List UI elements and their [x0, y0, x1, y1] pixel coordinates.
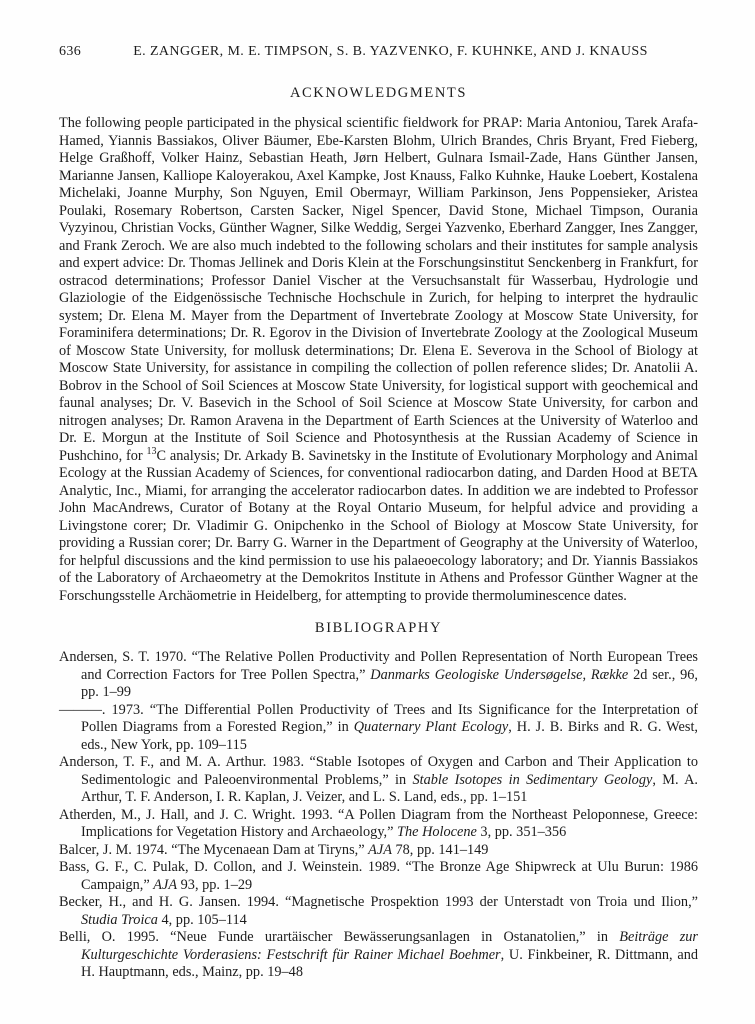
bibliography-entry: Belli, O. 1995. “Neue Funde urartäischer Bewässerungsanlagen in Ostanatolien,” in Beiträge zur Kulturgeschichte Vorderasiens: Festschrift für Rainer Michael Boehmer, U. Finkbeiner, R. Dittmann, and H. Hauptmann, eds., Mainz, pp. 19–48: [59, 929, 698, 980]
bibliography-entry: Balcer, J. M. 1974. “The Mycenaean Dam at Tiryns,” AJA 78, pp. 141–149: [59, 841, 489, 858]
bibliography-entry: Bass, G. F., C. Pulak, D. Collon, and J. Weinstein. 1989. “The Bronze Age Shipwreck at Ulu Burun: 1986 Campaign,” AJA 93, pp. 1–29: [59, 859, 698, 893]
page-header: [59, 44, 698, 62]
bibliography-entry: Anderson, T. F., and M. A. Arthur. 1983. “Stable Isotopes of Oxygen and Carbon and Their Application to Sedimentologic and Paleoenvironmental Problems,” in Stable Isotopes in Sedimentary Geology, M. A. Arthur, T. F. Anderson, I. R. Kaplan, J. Veizer, and L. S. Land, eds., pp. 1–151: [59, 754, 698, 805]
acknowledgments-heading: ACKNOWLEDGMENTS: [289, 85, 468, 101]
page-number: 636: [59, 44, 82, 59]
bibliography-entry: Atherden, M., J. Hall, and J. C. Wright. 1993. “A Pollen Diagram from the Northeast Peloponnese, Greece: Implications for Vegetation History and Archaeology,” The Holocene 3, pp. 351–356: [59, 806, 698, 840]
bibliography-entry: Andersen, S. T. 1970. “The Relative Pollen Productivity and Pollen Representation of North European Trees and Correction Factors for Tree Pollen Spectra,” Danmarks Geologiske Undersøgelse, Række 2d ser., 96, pp. 1–99: [59, 649, 698, 700]
running-head: E. ZANGGER, M. E. TIMPSON, S. B. YAZVENKO, F. KUHNKE, AND J. KNAUSS: [133, 44, 648, 59]
bibliography-list: [59, 649, 698, 982]
acknowledgments-paragraph: The following people participated in the physical scientific fieldwork for PRAP: Maria Antoniou, Tarek Arafa-Hamed, Yiannis Bassiakos, Oliver Bäumer, Ebe-Karsten Blohm, Ulrich Brandes, Chris Bryant, Fred Fieberg, Helge Graßhoff, Volker Hainz, Sebastian Heath, Jørn Helbert, Gulnara Ismail-Zade, Hans Günther Jansen, Marianne Jansen, Kalliope Kaloyerakou, Axel Kampke, Jost Knauss, Falko Kuhnke, Hauke Loebert, Kostalena Michelaki, Joanne Murphy, Son Nguyen, Emil Obermayr, William Parkinson, Jens Poppensieker, Aristea Poulaki, Rosemary Robertson, Carsten Sacker, Nigel Spencer, David Stone, Michael Timpson, Ourania Vyzyinou, Christian Vocks, Günther Wagner, Silke Weddig, Sergei Yazvenko, Eberhard Zangger, Ines Zangger, and Frank Zeroch. We are also much indebted to the following scholars and their institutes for sample analysis and expert advice: Dr. Thomas Jellinek and Doris Klein at the Forschungsinstitut Senckenberg in Frankfurt, for ostracod determinations; Professor Daniel Vischer at the Versuchsanstalt für Wasserbau, Hydrologie und Glaziologie of the Eidgenössische Technische Hochschule in Zurich, for helping to interpret the hydraulic system; Dr. Elena M. Mayer from the Department of Invertebrate Zoology at Moscow State University, for Foraminifera determinations; Dr. R. Egorov in the Division of Invertebrate Zoology at the Zoological Museum of Moscow State University, for mollusk determinations; Dr. Elena E. Severova in the School of Biology at Moscow State University, for assistance in compiling the collection of pollen reference slides; Dr. Anatolii A. Bobrov in the School of Soil Sciences at Moscow State University, for logistical support with geochemical and faunal analyses; Dr. V. Basevich in the School of Soil Science at Moscow State University, for carbon and nitrogen analyses; Dr. Ramon Aravena in the Department of Earth Sciences at the University of Waterloo and Dr. E. Morgun at the Institute of Soil Science and Photosynthesis at the Russian Academy of Science in Pushchino, for $^{13}$C analysis; Dr. Arkady B. Savinetsky in the Institute of Evolutionary Morphology and Animal Ecology at the Russian Academy of Sciences, for conventional radiocarbon dating, and Darden Hood at BETA Analytic, Inc., Miami, for arranging the accelerator radiocarbon dates. In addition we are indebted to Professor John MacAndrews, Curator of Botany at the Royal Ontario Museum, for helpful advice and providing a Livingstone corer; Dr. Vladimir G. Onipchenko in the School of Biology at Moscow State University, for providing a Russian corer; Dr. Barry G. Warner in the Department of Geography at the University of Waterloo, for helpful discussions and the kind permission to use his palaeoecology laboratory; and Dr. Yiannis Bassiakos of the Laboratory of Archaeometry at the Demokritos Institute in Athens and Professor Günther Wagner at the Forschungsstelle Archäometrie in Heidelberg, for attempting to provide thermoluminescence dates.: [59, 115, 698, 604]
bibliography-entry: Becker, H., and H. G. Jansen. 1994. “Magnetische Prospektion 1993 der Unterstadt von Troia und Ilion,” Studia Troica 4, pp. 105–114: [59, 894, 698, 928]
bibliography-heading: BIBLIOGRAPHY: [314, 620, 443, 636]
bibliography-entry: ———. 1973. “The Differential Pollen Productivity of Trees and Its Significance for the Interpretation of Pollen Diagrams from a Forested Region,” in Quaternary Plant Ecology, H. J. B. Birks and R. G. West, eds., New York, pp. 109–115: [59, 701, 698, 753]
